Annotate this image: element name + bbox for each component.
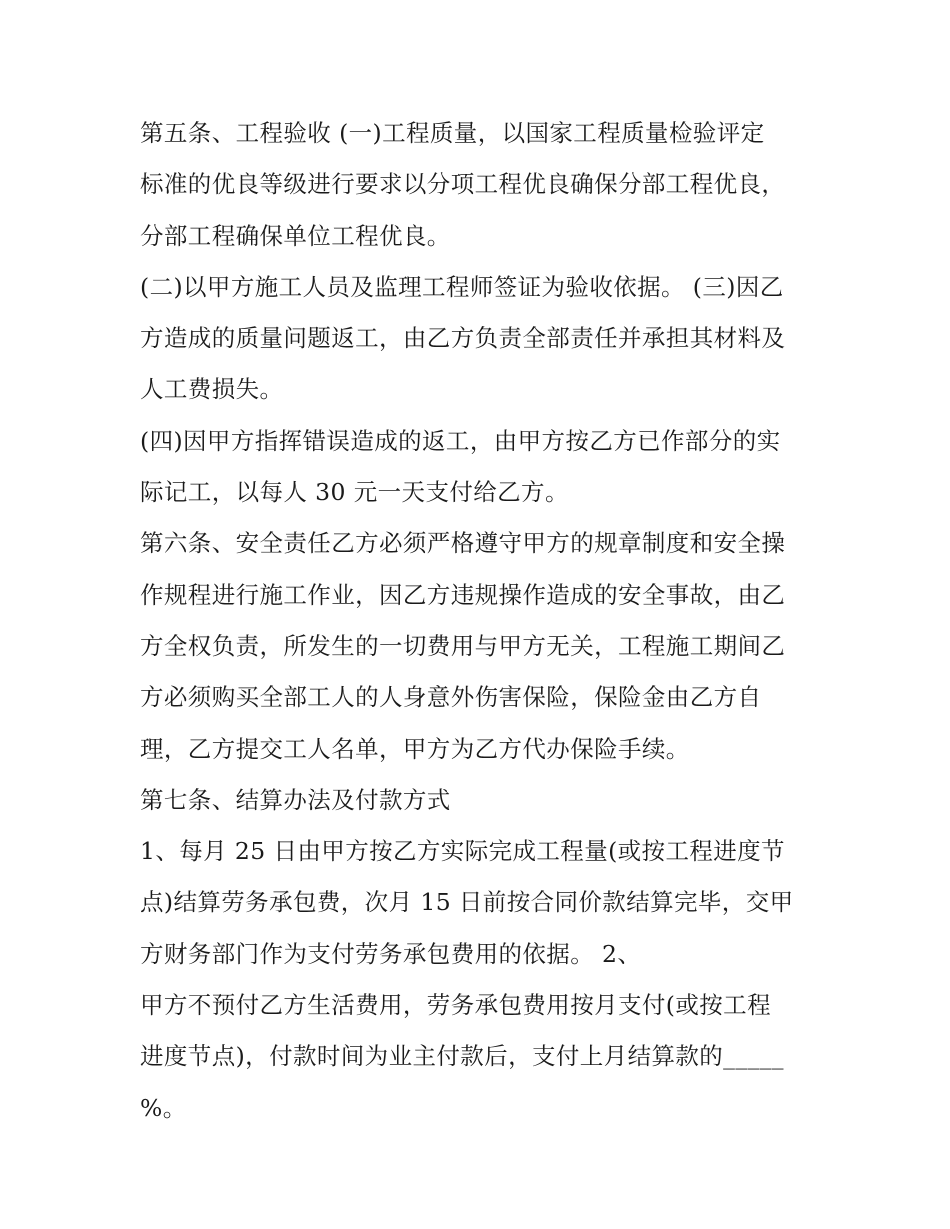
text-line: (二)以甲方施工人员及监理工程师签证为验收依据。 (三)因乙 <box>140 272 784 301</box>
text-line: 第五条、工程验收 (一)工程质量，以国家工程质量检验评定 <box>140 119 765 147</box>
text-line: 第六条、安全责任乙方必须严格遵守甲方的规章制度和安全操 <box>140 529 786 558</box>
text-line: 第七条、结算办法及付款方式 <box>140 785 451 814</box>
text-line: 方全权负责，所发生的一切费用与甲方无关，工程施工期间乙 <box>140 631 786 660</box>
document-body <box>140 108 820 1134</box>
text-line: 作规程进行施工作业，因乙方违规操作造成的安全事故，由乙 <box>140 580 786 609</box>
text-line: 进度节点)，付款时间为业主付款后，支付上月结算款的_____ <box>140 1042 784 1071</box>
text-line: 标准的优良等级进行要求以分项工程优良确保分部工程优良， <box>140 170 786 199</box>
text-line: %。 <box>140 1093 187 1122</box>
text-line: 甲方不预付乙方生活费用，劳务承包费用按月支付(或按工程 <box>140 991 771 1020</box>
text-line: 理，乙方提交工人名单，甲方为乙方代办保险手续。 <box>140 734 690 763</box>
text-line: 际记工，以每人 30 元一天支付给乙方。 <box>140 478 569 507</box>
text-line: 方财务部门作为支付劳务承包费用的依据。 2、 <box>140 939 642 968</box>
text-line: 分部工程确保单位工程优良。 <box>140 221 451 250</box>
text-line: 方必须购买全部工人的人身意外伤害保险，保险金由乙方自 <box>140 683 762 712</box>
text-line: 点)结算劳务承包费，次月 15 日前按合同价款结算完毕，交甲 <box>140 888 794 917</box>
text-line: 人工费损失。 <box>140 375 284 404</box>
text-line: (四)因甲方指挥错误造成的返工，由甲方按乙方已作部分的实 <box>140 426 781 455</box>
text-line: 方造成的质量问题返工，由乙方负责全部责任并承担其材料及 <box>140 324 786 353</box>
text-line: 1、每月 25 日由甲方按乙方实际完成工程量(或按工程进度节 <box>140 837 785 866</box>
